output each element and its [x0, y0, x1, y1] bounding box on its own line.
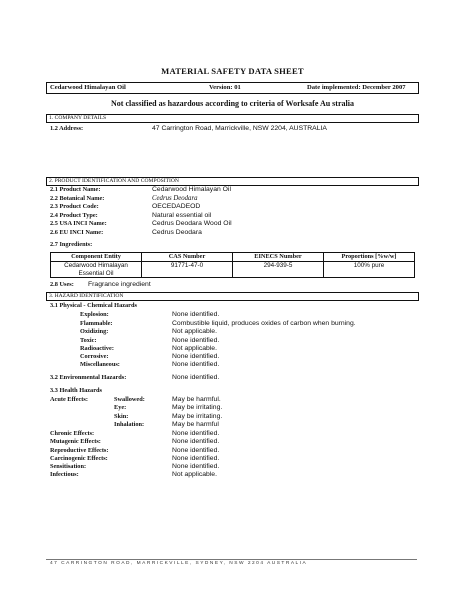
- usa-inci-label: 2.5 USA INCI Name:: [50, 220, 107, 227]
- table-row: [51, 262, 415, 278]
- product-type-value: Natural essential oil: [152, 212, 212, 219]
- corrosive-value: None identified.: [172, 353, 220, 360]
- cell-cas: 91771-47-0: [142, 262, 233, 278]
- sensitisation-label: Sensitisation:: [50, 463, 87, 470]
- eu-inci-label: 2.6 EU INCI Name:: [50, 229, 104, 236]
- radioactive-label: Radioactive:: [80, 345, 114, 352]
- oxidizing-value: Not applicable.: [172, 328, 217, 335]
- section-3-heading: 3. HAZARD IDENTIFICATION: [49, 293, 124, 299]
- usa-inci-value: Cedrus Deodara Wood Oil: [152, 220, 232, 227]
- footer-divider: [46, 559, 417, 560]
- header-version: Version: 01: [209, 84, 241, 91]
- section-2-heading: 2. PRODUCT IDENTIFICATION AND COMPOSITION: [49, 178, 179, 184]
- carcinogenic-effects-value: None identified.: [172, 455, 220, 462]
- ingredients-header-row: [51, 253, 415, 262]
- inhalation-label: Inhalation:: [114, 421, 145, 428]
- botanical-name-label: 2.2 Botanical Name:: [50, 195, 105, 202]
- product-name-label: 2.1 Product Name:: [50, 186, 101, 193]
- address-value: 47 Carrington Road, Marrickville, NSW 2204, AUSTRALIA: [152, 125, 327, 132]
- uses-value: Fragrance ingredient: [88, 281, 151, 288]
- flammable-label: Flammable:: [80, 320, 113, 327]
- cell-proportions: 100% pure: [324, 262, 415, 278]
- sensitisation-value: None identified.: [172, 463, 220, 470]
- eye-value: May be irritating.: [172, 404, 223, 411]
- address-label: 1.2 Address:: [50, 125, 84, 132]
- product-code-label: 2.3 Product Code:: [50, 203, 99, 210]
- header-date: Date implemented: December 2007: [307, 84, 406, 91]
- mutagenic-effects-value: None identified.: [172, 438, 220, 445]
- environmental-hazards-label: 3.2 Environmental Hazards:: [50, 374, 127, 381]
- swallowed-value: May be harmful.: [172, 396, 221, 403]
- section-1-heading: 1. COMPANY DETAILS: [49, 115, 107, 121]
- reproductive-effects-label: Reproductive Effects:: [50, 447, 109, 454]
- cell-component: Cedarwood Himalayan Essential Oil: [51, 262, 142, 278]
- radioactive-value: Not applicable.: [172, 345, 217, 352]
- reproductive-effects-value: None identified.: [172, 447, 220, 454]
- botanical-name-value: Cedrus Deodara: [152, 195, 198, 202]
- miscellaneous-value: None identified.: [172, 361, 220, 368]
- explosion-value: None identified.: [172, 311, 220, 318]
- document-title: MATERIAL SAFETY DATA SHEET: [161, 66, 304, 76]
- miscellaneous-label: Miscellaneous:: [80, 361, 120, 368]
- classification-statement: Not classified as hazardous according to criteria of Worksafe Au stralia: [111, 99, 354, 108]
- column-header-component: Component Entity: [51, 253, 142, 262]
- acute-effects-label: Acute Effects:: [50, 396, 88, 403]
- chronic-effects-value: None identified.: [172, 430, 220, 437]
- health-hazards-heading: 3.3 Health Hazards: [50, 387, 102, 394]
- swallowed-label: Swallowed:: [114, 396, 145, 403]
- chronic-effects-label: Chronic Effects:: [50, 430, 95, 437]
- product-type-label: 2.4 Product Type:: [50, 212, 98, 219]
- eu-inci-value: Cedrus Deodara: [152, 229, 202, 236]
- ingredients-label: 2.7 Ingredients:: [50, 241, 93, 248]
- product-code-value: OECEDADEOD: [152, 203, 201, 210]
- physical-hazards-heading: 3.1 Physical - Chemical Hazards: [50, 302, 137, 309]
- document-header-box: [46, 82, 419, 94]
- column-header-cas: CAS Number: [142, 253, 233, 262]
- toxic-value: None identified.: [172, 337, 220, 344]
- section-2-heading-bar: [46, 177, 419, 186]
- product-name-value: Cedarwood Himalayan Oil: [152, 186, 231, 193]
- carcinogenic-effects-label: Carcinogenic Effects:: [50, 455, 108, 462]
- uses-label: 2.8 Uses:: [50, 281, 74, 288]
- skin-label: Skin:: [114, 413, 129, 420]
- corrosive-label: Corrosive:: [80, 353, 109, 360]
- eye-label: Eye:: [114, 404, 127, 411]
- toxic-label: Toxic:: [80, 337, 97, 344]
- footer-address: 47 CARRINGTON ROAD, MARRICKVILLE, SYDNEY, NSW 2204 AUSTRALIA: [50, 561, 308, 566]
- ingredients-table: [50, 252, 415, 278]
- inhalation-value: May be harmful: [172, 421, 219, 428]
- infectious-label: Infectious:: [50, 471, 79, 478]
- header-product: Cedarwood Himalayan Oil: [50, 84, 126, 91]
- flammable-value: Combustible liquid, produces oxides of carbon when burning.: [172, 320, 356, 327]
- cell-einecs: 294-939-5: [233, 262, 324, 278]
- mutagenic-effects-label: Mutagenic Effects:: [50, 438, 101, 445]
- column-header-proportions: Proportions [%w/w]: [324, 253, 415, 262]
- section-1-heading-bar: [46, 114, 419, 123]
- column-header-einecs: EINECS Number: [233, 253, 324, 262]
- environmental-hazards-value: None identified.: [172, 374, 220, 381]
- oxidizing-label: Oxidizing:: [80, 328, 109, 335]
- section-3-heading-bar: [46, 292, 419, 301]
- skin-value: May be irritating.: [172, 413, 223, 420]
- infectious-value: Not applicable.: [172, 471, 217, 478]
- explosion-label: Explosion:: [80, 311, 109, 318]
